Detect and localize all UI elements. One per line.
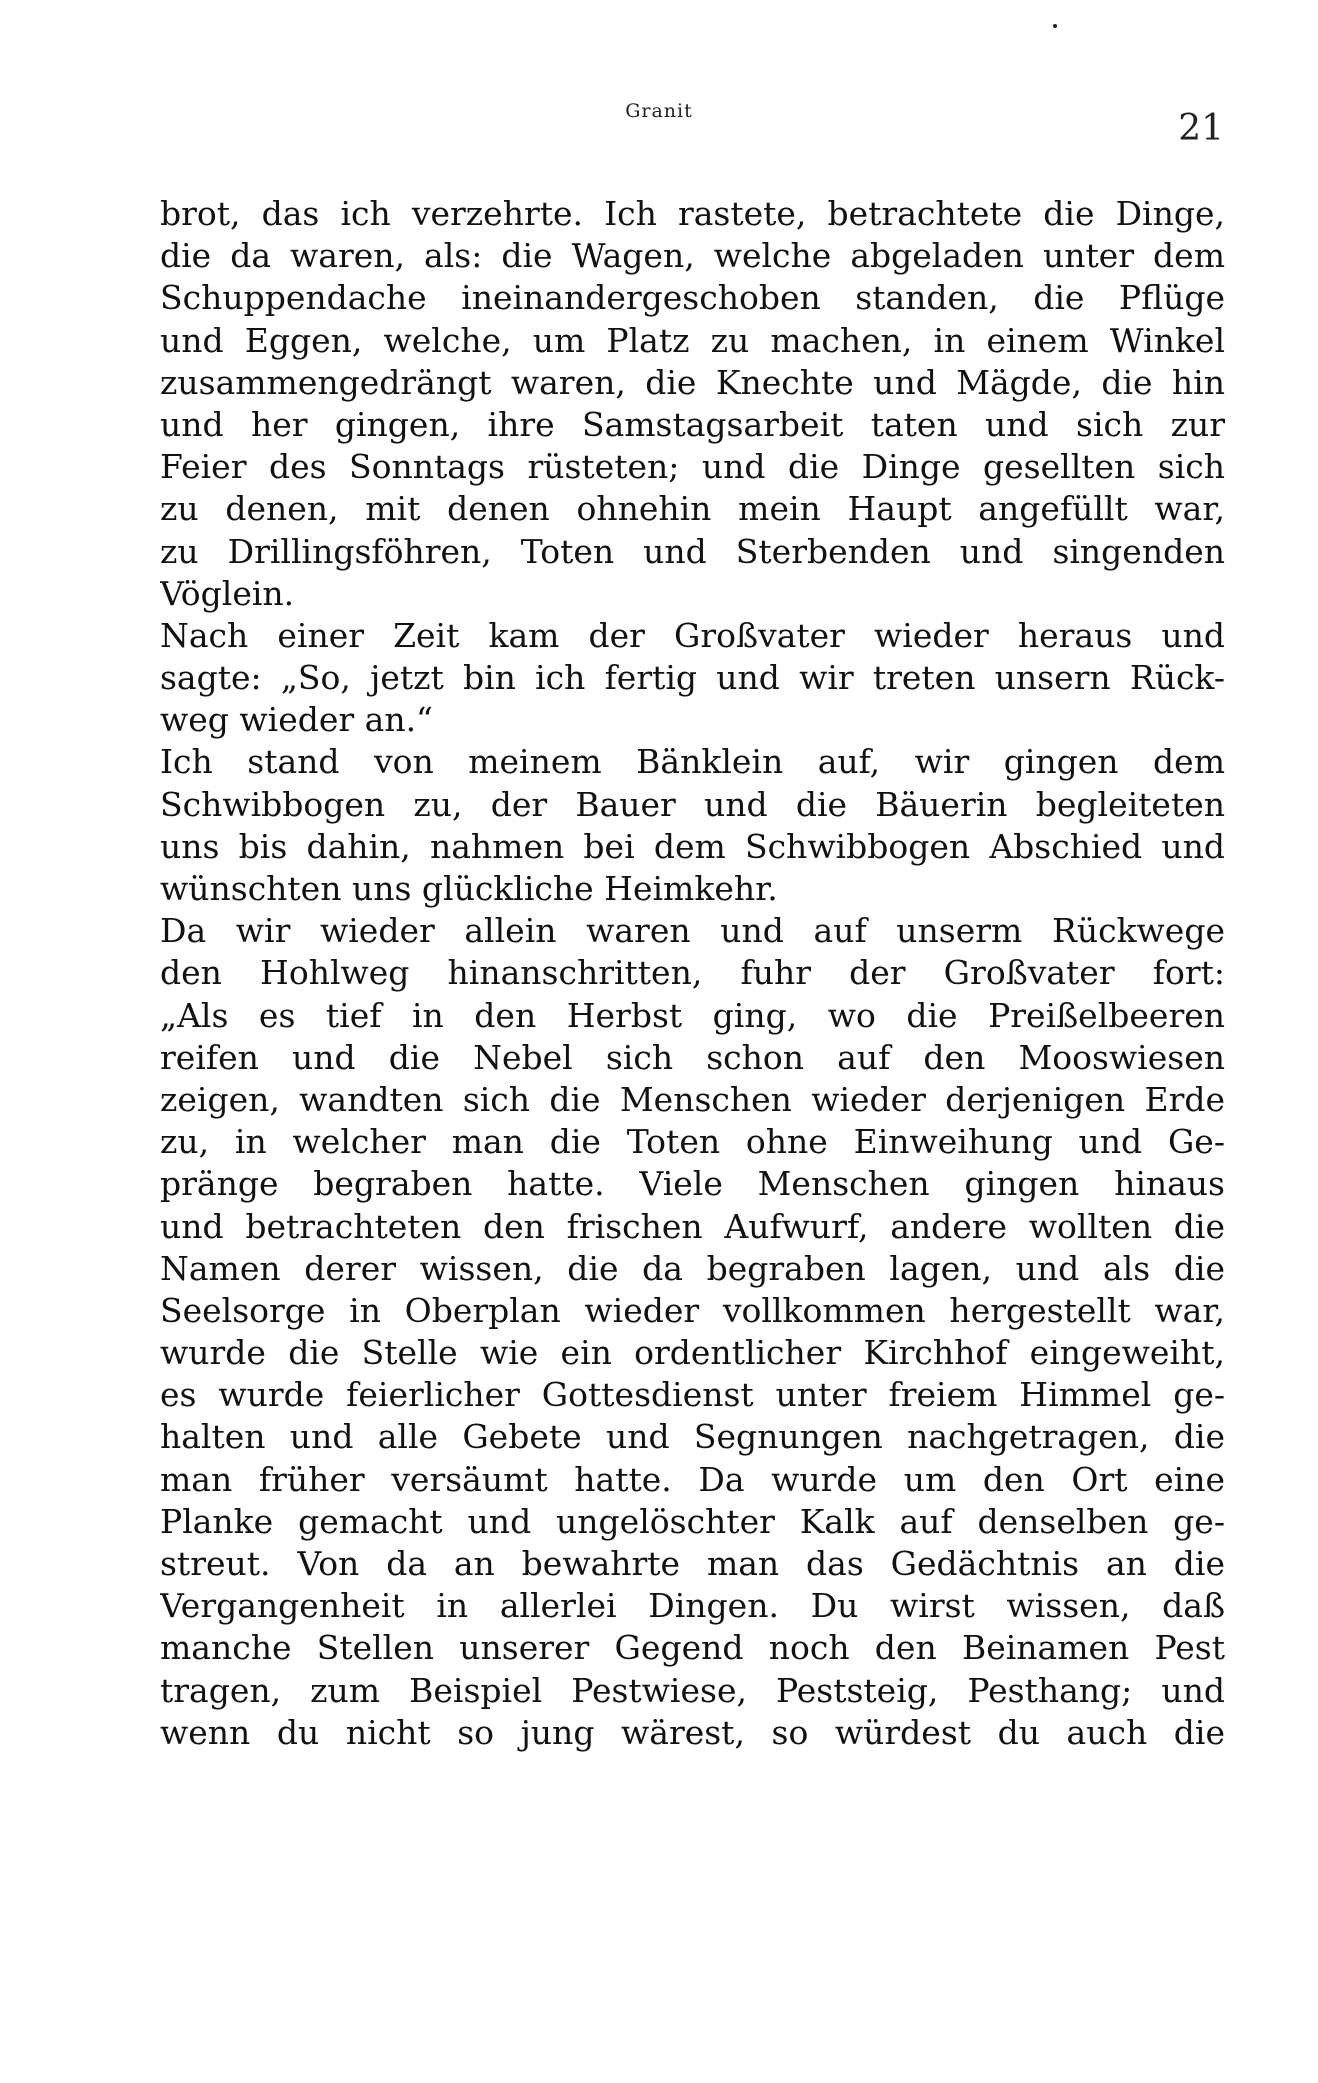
text-line: man früher versäumt hatte. Da wurde um den Ort eine <box>160 1459 1225 1499</box>
text-line: Namen derer wissen, die da begraben lagen, und als die <box>160 1248 1225 1288</box>
text-line: pränge begraben hatte. Viele Menschen gingen hinaus <box>160 1164 1225 1204</box>
text-line: brot, das ich verzehrte. Ich rastete, betrachtete die Dinge, <box>160 194 1225 233</box>
page-number: 21 <box>1178 108 1224 149</box>
paragraph-end-line: wünschten uns glückliche Heimkehr. <box>160 869 778 908</box>
text-line: zusammengedrängt waren, die Knechte und Mägde, die hin <box>160 362 1225 402</box>
paragraph-end-line: Vöglein. <box>160 573 295 613</box>
text-line: zu, in welcher man die Toten ohne Einweihung und Ge- <box>160 1122 1225 1162</box>
text-line: die da waren, als: die Wagen, welche abgeladen unter dem <box>160 236 1225 276</box>
text-line: tragen, zum Beispiel Pestwiese, Peststeig, Pesthang; und <box>160 1670 1225 1710</box>
text-line: zu Drillingsföhren, Toten und Sterbenden und singenden <box>160 531 1225 571</box>
text-line: und betrachteten den frischen Aufwurf, andere wollten die <box>160 1206 1225 1246</box>
print-speck <box>1053 24 1057 28</box>
text-line: „Als es tief in den Herbst ging, wo die Preißelbeeren <box>160 995 1225 1035</box>
text-line: wenn du nicht so jung wärest, so würdest du auch die <box>160 1712 1225 1752</box>
text-line: reifen und die Nebel sich schon auf den Mooswiesen <box>160 1037 1225 1077</box>
text-line: Vergangenheit in allerlei Dingen. Du wirst wissen, daß <box>160 1586 1225 1626</box>
paragraph-end-line: weg wieder an.“ <box>160 700 433 740</box>
text-line: Planke gemacht und ungelöschter Kalk auf denselben ge- <box>160 1501 1225 1541</box>
text-line: Nach einer Zeit kam der Großvater wieder heraus und <box>160 615 1225 655</box>
text-line: Da wir wieder allein waren und auf unserm Rückwege <box>160 911 1225 951</box>
text-line: sagte: „So, jetzt bin ich fertig und wir treten unsern Rück- <box>160 658 1225 698</box>
text-line: es wurde feierlicher Gottesdienst unter freiem Himmel ge- <box>160 1375 1225 1415</box>
text-line: zu denen, mit denen ohnehin mein Haupt angefüllt war, <box>160 489 1225 529</box>
text-line: Schuppendache ineinandergeschoben standen, die Pflüge <box>160 278 1225 318</box>
running-head: Granit <box>625 100 693 122</box>
text-line: streut. Von da an bewahrte man das Gedächtnis an die <box>160 1544 1225 1583</box>
text-line: Schwibbogen zu, der Bauer und die Bäuerin begleiteten <box>160 784 1225 824</box>
text-line: Ich stand von meinem Bänklein auf, wir gingen dem <box>160 742 1225 782</box>
text-line: halten und alle Gebete und Segnungen nachgetragen, die <box>160 1417 1225 1457</box>
text-line: Seelsorge in Oberplan wieder vollkommen hergestellt war, <box>160 1290 1225 1330</box>
text-line: uns bis dahin, nahmen bei dem Schwibbogen Abschied und <box>160 826 1225 866</box>
text-line: und her gingen, ihre Samstagsarbeit taten und sich zur <box>160 404 1225 444</box>
body-text <box>160 193 1225 1754</box>
text-line: wurde die Stelle wie ein ordentlicher Kirchhof eingeweiht, <box>160 1333 1225 1373</box>
text-line: zeigen, wandten sich die Menschen wieder derjenigen Erde <box>160 1079 1225 1119</box>
text-line: Feier des Sonntags rüsteten; und die Dinge gesellten sich <box>160 447 1225 487</box>
text-line: und Eggen, welche, um Platz zu machen, in einem Winkel <box>160 320 1225 360</box>
text-line: den Hohlweg hinanschritten, fuhr der Großvater fort: <box>160 953 1225 993</box>
text-line: manche Stellen unserer Gegend noch den Beinamen Pest <box>160 1628 1225 1668</box>
